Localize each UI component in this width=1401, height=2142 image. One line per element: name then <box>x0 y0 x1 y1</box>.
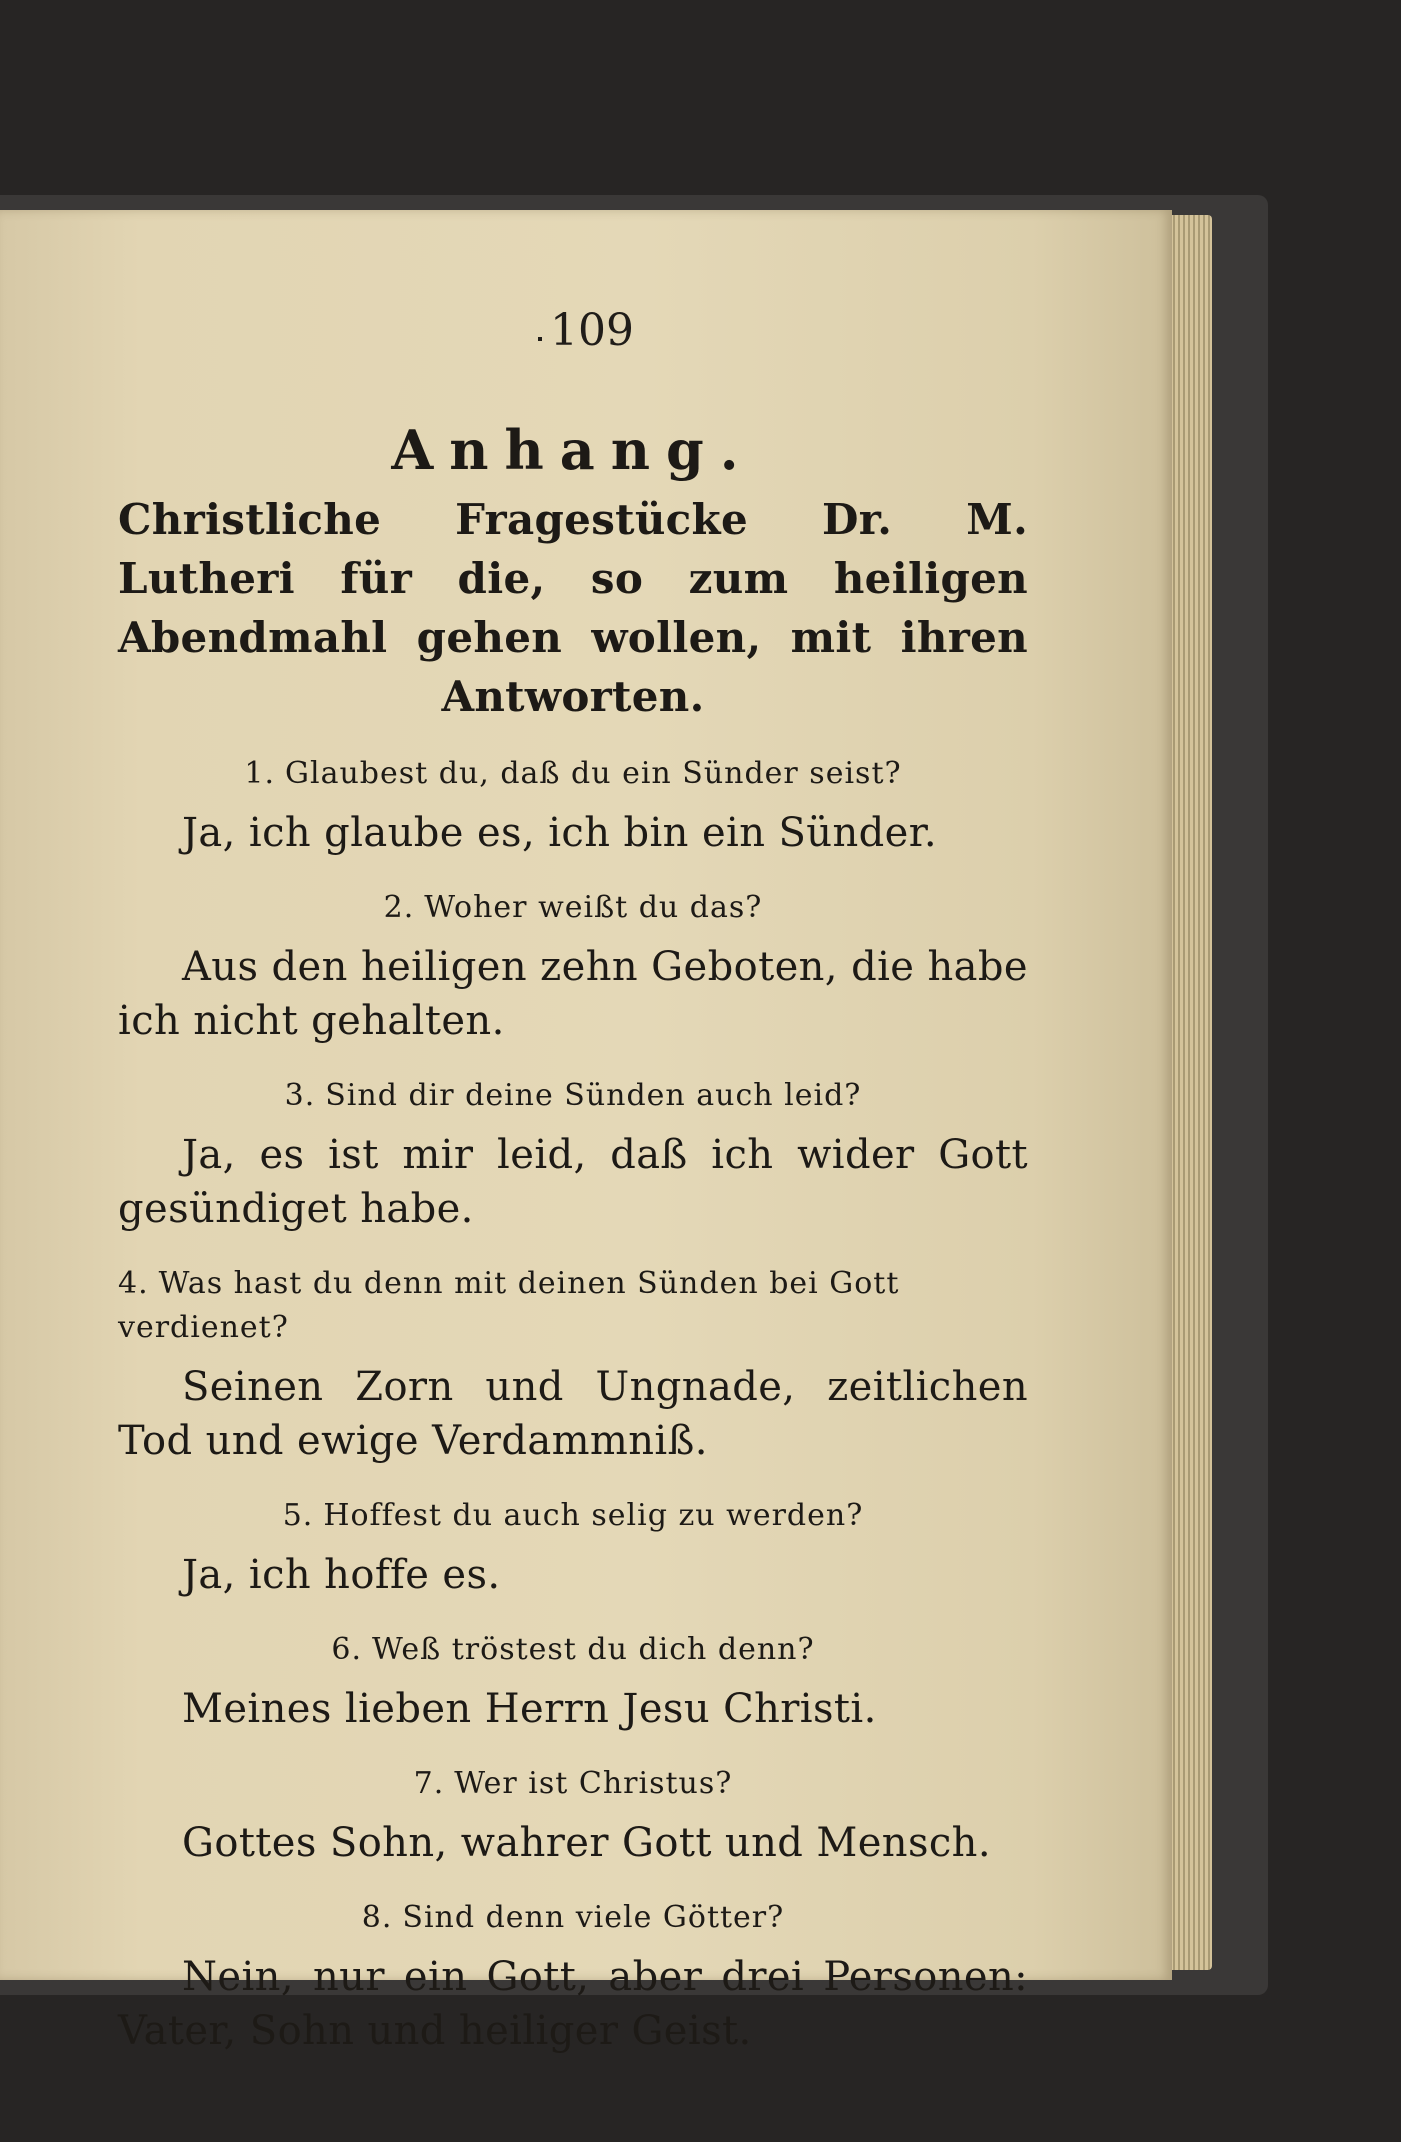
question-text: Hoffest du auch selig zu werden? <box>323 1498 864 1533</box>
qa-item <box>118 1896 1028 2058</box>
qa-item <box>118 752 1028 860</box>
question-number: 2. <box>383 890 415 925</box>
answer: Ja, es ist mir leid, daß ich wider Gott gesündiget habe. <box>118 1132 1028 1232</box>
qa-item <box>118 1494 1028 1602</box>
qa-item <box>118 886 1028 1048</box>
question-number: 1. <box>244 756 276 791</box>
question-text: Woher weißt du das? <box>424 890 763 925</box>
answer: Ja, ich glaube es, ich bin ein Sünder. <box>182 810 937 856</box>
answer: Gottes Sohn, wahrer Gott und Mensch. <box>182 1820 991 1866</box>
question-number: 6. <box>331 1632 363 1667</box>
qa-item <box>118 1762 1028 1870</box>
qa-item <box>118 1262 1028 1468</box>
question <box>118 1074 1028 1118</box>
qa-item <box>118 1074 1028 1236</box>
qa-item <box>118 1628 1028 1736</box>
section-heading: Anhang. <box>391 418 755 482</box>
question <box>118 1262 1028 1350</box>
question-number: 7. <box>413 1766 445 1801</box>
question-text: Glaubest du, daß du ein Sünder seist? <box>285 756 902 791</box>
question <box>118 886 1028 930</box>
question <box>118 1494 1028 1538</box>
question <box>118 1762 1028 1806</box>
section-subtitle: Christliche Fragestücke Dr. M. Lutheri für die, so zum heiligen Abendmahl gehen wollen, mit ihren Antworten. <box>118 495 1028 721</box>
page-number <box>0 305 1172 356</box>
question-text: Sind dir deine Sünden auch leid? <box>325 1078 862 1113</box>
answer: Ja, ich hoffe es. <box>182 1552 501 1598</box>
answer: Seinen Zorn und Ungnade, zeitlichen Tod und ewige Verdammniß. <box>118 1364 1028 1464</box>
question-text: Wer ist Christus? <box>454 1766 733 1801</box>
answer: Nein, nur ein Gott, aber drei Personen: Vater, Sohn und heiliger Geist. <box>118 1954 1028 2054</box>
question-number: 4. <box>118 1266 149 1301</box>
answer: Aus den heiligen zehn Geboten, die habe ich nicht gehalten. <box>118 944 1028 1044</box>
question <box>118 1628 1028 1672</box>
question-text: Weß tröstest du dich denn? <box>372 1632 815 1667</box>
question-number: 3. <box>284 1078 316 1113</box>
question <box>118 1896 1028 1940</box>
question <box>118 752 1028 796</box>
answer: Meines lieben Herrn Jesu Christi. <box>182 1686 877 1732</box>
question-number: 8. <box>361 1900 393 1935</box>
question-number: 5. <box>282 1498 314 1533</box>
page-number-text: 109 <box>550 305 634 356</box>
question-text: Sind denn viele Götter? <box>402 1900 785 1935</box>
page-number-mark <box>538 337 542 341</box>
page-text <box>118 420 1028 2058</box>
question-text: Was hast du denn mit deinen Sünden bei Gott verdienet? <box>118 1266 900 1345</box>
